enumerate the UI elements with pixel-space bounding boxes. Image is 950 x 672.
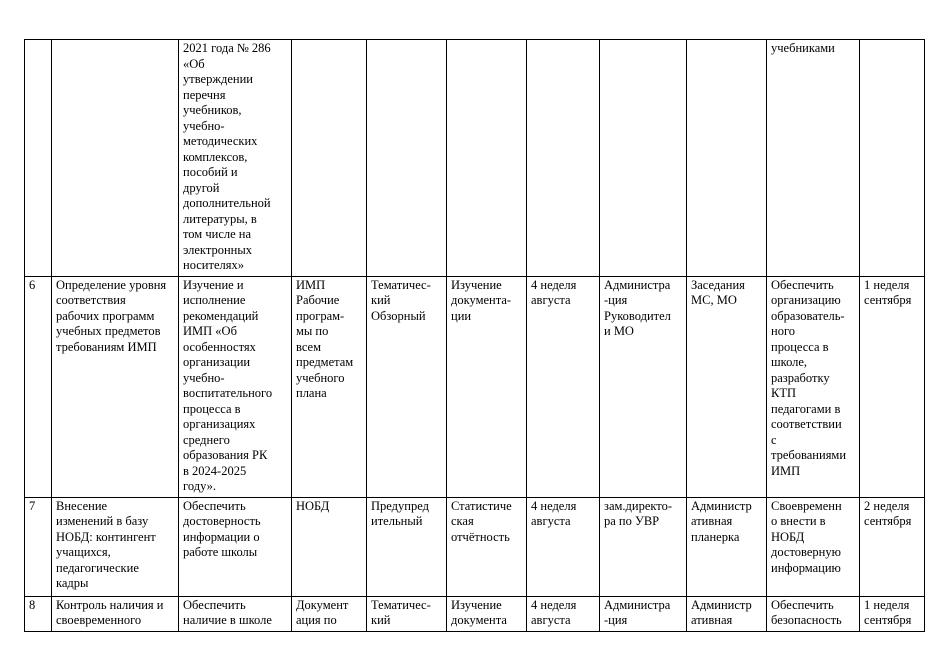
cell-review-place: Администр ативная планерка (687, 497, 767, 596)
cell-number: 7 (25, 497, 52, 596)
cell-number: 8 (25, 596, 52, 631)
cell-number (25, 40, 52, 277)
cell-control-type: Предупред ительный (367, 497, 447, 596)
cell-control-type: Тематичес- кий Обзорный (367, 276, 447, 497)
cell-topic: Контроль наличия и своевременного (52, 596, 179, 631)
cell-date: 4 неделя августа (527, 596, 600, 631)
cell-deadline: 1 неделя сентября (860, 276, 925, 497)
cell-responsible: зам.директо- ра по УВР (600, 497, 687, 596)
cell-topic: Внесение изменений в базу НОБД: контингент учащихся, педагогические кадры (52, 497, 179, 596)
cell-responsible: Администра -ция Руководител и МО (600, 276, 687, 497)
cell-decision: учебниками (767, 40, 860, 277)
cell-method: Изучение документа- ции (447, 276, 527, 497)
cell-responsible (600, 40, 687, 277)
cell-control-type: Тематичес- кий (367, 596, 447, 631)
cell-decision: Своевременн о внести в НОБД достоверную информацию (767, 497, 860, 596)
cell-topic (52, 40, 179, 277)
cell-object (292, 40, 367, 277)
cell-topic: Определение уровня соответствия рабочих программ учебных предметов требованиям ИМП (52, 276, 179, 497)
cell-number: 6 (25, 276, 52, 497)
cell-date: 4 неделя августа (527, 497, 600, 596)
cell-deadline (860, 40, 925, 277)
cell-deadline: 1 неделя сентября (860, 596, 925, 631)
cell-method (447, 40, 527, 277)
cell-object: НОБД (292, 497, 367, 596)
cell-review-place: Администр ативная (687, 596, 767, 631)
plan-table (24, 39, 925, 632)
cell-decision: Обеспечить организацию образователь- ного процесса в школе, разработку КТП педагогами в соответствии с требованиями ИМП (767, 276, 860, 497)
cell-goal: Изучение и исполнение рекомендаций ИМП «Об особенностях организации учебно- воспитательного процесса в организациях среднего образования РК в 2024-2025 году». (179, 276, 292, 497)
cell-responsible: Администра -ция (600, 596, 687, 631)
cell-review-place (687, 40, 767, 277)
table-row (25, 276, 925, 497)
cell-decision: Обеспечить безопасность (767, 596, 860, 631)
cell-review-place: Заседания МС, МО (687, 276, 767, 497)
cell-date: 4 неделя августа (527, 276, 600, 497)
cell-goal: Обеспечить наличие в школе (179, 596, 292, 631)
cell-date (527, 40, 600, 277)
cell-method: Изучение документа (447, 596, 527, 631)
table-row (25, 596, 925, 631)
cell-object: Документ ация по (292, 596, 367, 631)
table-row (25, 497, 925, 596)
cell-object: ИМП Рабочие програм- мы по всем предметам учебного плана (292, 276, 367, 497)
table-row (25, 40, 925, 277)
cell-goal: Обеспечить достоверность информации о работе школы (179, 497, 292, 596)
cell-method: Статистиче ская отчётность (447, 497, 527, 596)
cell-deadline: 2 неделя сентября (860, 497, 925, 596)
cell-control-type (367, 40, 447, 277)
cell-goal: 2021 года № 286 «Об утверждении перечня учебников, учебно- методических комплексов, пособий и другой дополнительной литературы, в том числе на электронных носителях» (179, 40, 292, 277)
